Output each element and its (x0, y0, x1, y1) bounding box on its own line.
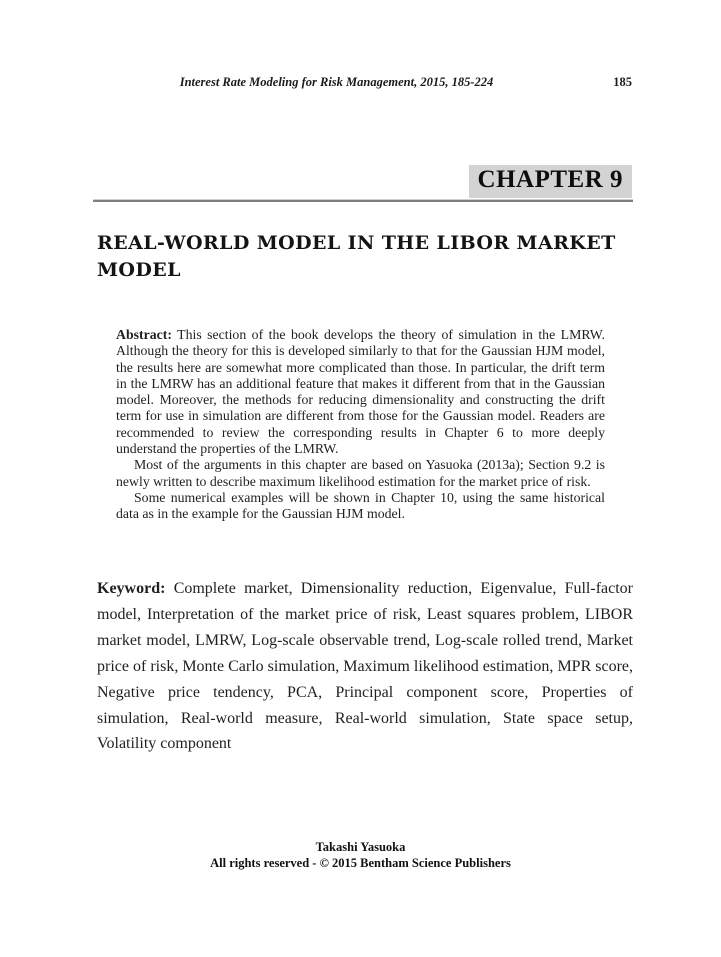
abstract-paragraph: Some numerical examples will be shown in Chapter 10, using the same historical data as in the example for the Gaussian HJM model. (116, 489, 605, 522)
footer-rights: All rights reserved - © 2015 Bentham Science Publishers (210, 856, 511, 870)
page-footer (0, 839, 721, 871)
chapter-title: REAL-WORLD MODEL IN THE LIBOR MARKET MODEL (97, 232, 616, 281)
running-header-title: Interest Rate Modeling for Risk Management, 2015, 185-224 (179, 75, 494, 89)
abstract-paragraph: Most of the arguments in this chapter are based on Yasuoka (2013a); Section 9.2 is newly written to describe maximum likelihood estimation for the market price of risk. (116, 457, 605, 489)
abstract-section (116, 327, 605, 523)
chapter-label: CHAPTER 9 (469, 165, 632, 198)
keywords-section (97, 576, 633, 757)
abstract-text: This section of the book develops the theory of simulation in the LMRW. Although the theory for this is developed similarly to that for the Gaussian HJM model, the results here are somewhat more complicated than those. In particular, the drift term in the LMRW has an additional feature that makes it different from that in the Gaussian model. Moreover, the methods for reducing dimensionality and constructing the drift term for use in simulation are different from those for the Gaussian model. Readers are recommended to review the corresponding results in Chapter 6 to more deeply understand the properties of the LMRW. (116, 327, 606, 457)
abstract-paragraph (116, 327, 605, 457)
running-header (91, 75, 632, 91)
abstract-label: Abstract: (116, 327, 172, 342)
footer-author: Takashi Yasuoka (315, 840, 406, 854)
page-number: 185 (613, 75, 632, 89)
keywords-label: Keyword: (97, 580, 166, 597)
chapter-banner (91, 165, 632, 198)
keywords-text: Complete market, Dimensionality reduction, Eigenvalue, Full-factor model, Interpretation of the market price of risk, Least squares problem, LIBOR market model, LMRW, Log-scale observable trend, Log-scale rolled trend, Market price of risk, Monte Carlo simulation, Maximum likelihood estimation, MPR score, Negative price tendency, PCA, Principal component score, Properties of simulation, Real-world measure, Real-world simulation, State space setup, Volatility component (97, 580, 633, 753)
header-rule (93, 199, 633, 202)
